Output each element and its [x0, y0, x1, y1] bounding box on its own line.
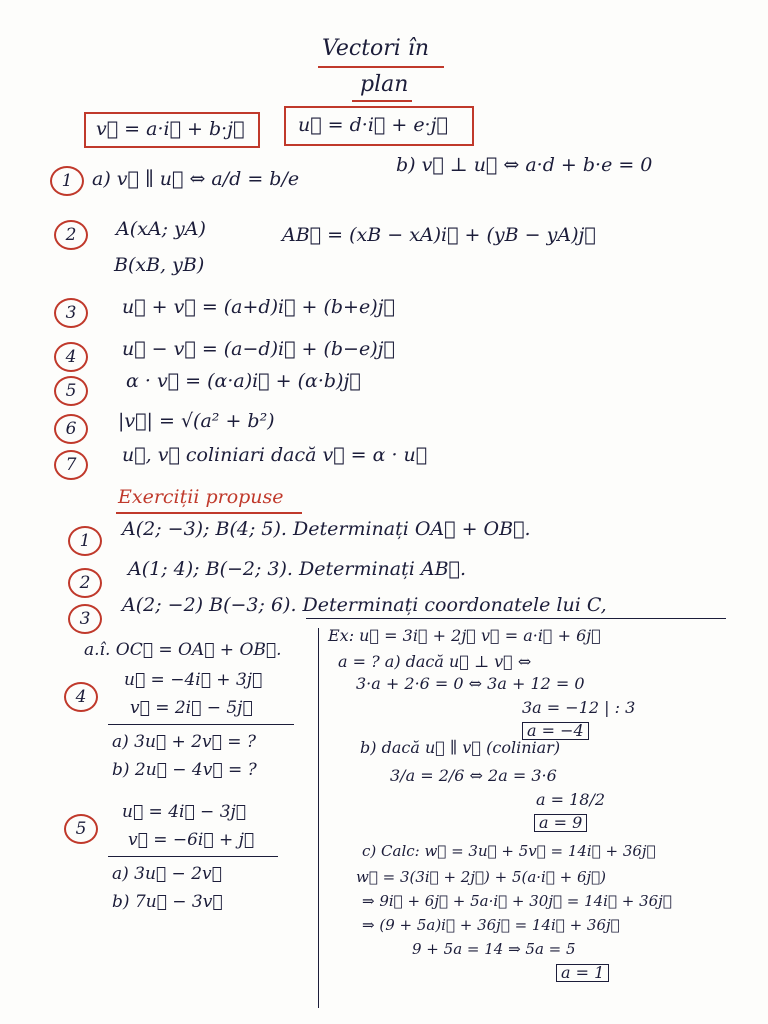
- title-underline: [318, 66, 444, 68]
- rule-number: 1: [50, 166, 84, 196]
- example-answer-a: a = −4: [522, 722, 589, 740]
- rule-number: 7: [54, 450, 88, 480]
- example-c-line: c) Calc: w⃗ = 3u⃗ + 5v⃗ = 14i⃗ + 36j⃗: [362, 842, 656, 860]
- exercise-5-u: u⃗ = 4i⃗ − 3j⃗: [122, 802, 246, 822]
- exercise-number: 5: [64, 814, 98, 844]
- example-c-line: 9 + 5a = 14 ⇒ 5a = 5: [412, 940, 576, 958]
- rule-5-scalar: α · v⃗ = (α·a)i⃗ + (α·b)j⃗: [126, 370, 361, 392]
- exercise-1: A(2; −3); B(4; 5). Determinați OA⃗ + OB⃗.: [122, 518, 531, 540]
- u-definition-box: [284, 106, 474, 146]
- exercise-number: 2: [68, 568, 102, 598]
- example-a-line: a = ? a) dacă u⃗ ⊥ v⃗ ⇔: [338, 652, 532, 671]
- section-divider: [306, 618, 726, 619]
- example-answer-b: a = 9: [534, 814, 587, 832]
- rule-1-parallel: a) v⃗ ∥ u⃗ ⇔ a/d = b/e: [92, 168, 300, 190]
- rule-number: 6: [54, 414, 88, 444]
- rule-7-collinear: u⃗, v⃗ coliniari dacă v⃗ = α · u⃗: [122, 444, 428, 466]
- rule-2-vector-ab: AB⃗ = (xB − xA)i⃗ + (yB − yA)j⃗: [282, 224, 596, 246]
- exercises-title-underline: [116, 512, 302, 514]
- v-definition-box: [84, 112, 260, 148]
- exercise-4-u: u⃗ = −4i⃗ + 3j⃗: [124, 670, 263, 690]
- column-divider: [318, 628, 319, 1008]
- exercise-number: 1: [68, 526, 102, 556]
- example-c-line: w⃗ = 3(3i⃗ + 2j⃗) + 5(a·i⃗ + 6j⃗): [356, 868, 606, 886]
- rule-4-difference: u⃗ − v⃗ = (a−d)i⃗ + (b−e)j⃗: [122, 338, 395, 360]
- example-a-line: 3·a + 2·6 = 0 ⇔ 3a + 12 = 0: [356, 674, 585, 693]
- rule-2-point-a: A(xA; yA): [116, 218, 206, 240]
- exercise-2: A(1; 4); B(−2; 3). Determinați AB⃗.: [128, 558, 466, 580]
- rule-number: 5: [54, 376, 88, 406]
- rule-2-point-b: B(xB, yB): [114, 254, 205, 276]
- title-underline-2: [352, 100, 412, 102]
- exercises-title: Exerciții propuse: [118, 486, 284, 508]
- example-c-line: ⇒ 9i⃗ + 6j⃗ + 5a·i⃗ + 30j⃗ = 14i⃗ + 36j⃗: [362, 892, 672, 910]
- exercise-5-question-b: b) 7u⃗ − 3v⃗: [112, 892, 223, 912]
- exercise-3: A(2; −2) B(−3; 6). Determinați coordonatele lui C,: [122, 594, 607, 616]
- page-title: Vectori în: [322, 36, 430, 61]
- page-title-second-line: plan: [360, 72, 409, 97]
- u-definition: u⃗ = d·i⃗ + e·j⃗: [298, 114, 448, 136]
- example-c-line: ⇒ (9 + 5a)i⃗ + 36j⃗ = 14i⃗ + 36j⃗: [362, 916, 620, 934]
- example-b-line: b) dacă u⃗ ∥ v⃗ (coliniar): [360, 738, 561, 757]
- exercise-5-divider: [108, 856, 278, 857]
- rule-3-sum: u⃗ + v⃗ = (a+d)i⃗ + (b+e)j⃗: [122, 296, 395, 318]
- rule-6-magnitude: |v⃗| = √(a² + b²): [118, 410, 275, 432]
- example-header: Ex: u⃗ = 3i⃗ + 2j⃗ v⃗ = a·i⃗ + 6j⃗: [328, 626, 601, 645]
- rule-1-perpendicular: b) v⃗ ⊥ u⃗ ⇔ a·d + b·e = 0: [396, 154, 653, 176]
- rule-number: 4: [54, 342, 88, 372]
- example-answer-c: a = 1: [556, 964, 609, 982]
- exercise-4-question-a: a) 3u⃗ + 2v⃗ = ?: [112, 732, 256, 752]
- example-b-line: a = 18/2: [536, 790, 606, 809]
- exercise-4-question-b: b) 2u⃗ − 4v⃗ = ?: [112, 760, 257, 780]
- rule-number: 2: [54, 220, 88, 250]
- example-a-line: 3a = −12 | : 3: [522, 698, 636, 717]
- v-definition: v⃗ = a·i⃗ + b·j⃗: [96, 118, 245, 140]
- exercise-5-question-a: a) 3u⃗ − 2v⃗: [112, 864, 222, 884]
- exercise-4-divider: [108, 724, 294, 725]
- exercise-number: 3: [68, 604, 102, 634]
- rule-number: 3: [54, 298, 88, 328]
- exercise-3-condition: a.î. OC⃗ = OA⃗ + OB⃗.: [84, 640, 282, 660]
- exercise-4-v: v⃗ = 2i⃗ − 5j⃗: [130, 698, 253, 718]
- exercise-5-v: v⃗ = −6i⃗ + j⃗: [128, 830, 255, 850]
- exercise-number: 4: [64, 682, 98, 712]
- example-b-line: 3/a = 2/6 ⇔ 2a = 3·6: [390, 766, 557, 785]
